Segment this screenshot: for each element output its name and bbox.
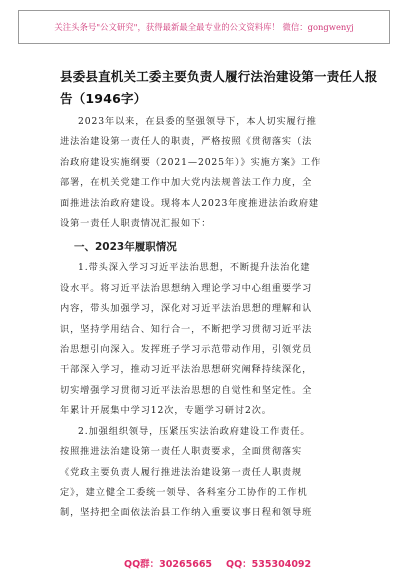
title-line-2: 告（1946字） [60,91,147,106]
paragraph-2 [60,422,356,524]
para2-line: 制，坚持把全面依法治县工作纳入重要议事日程和领导班 [60,507,313,519]
para1-line: 内容，带头加强学习，深化对习近平法治思想的理解和认 [60,303,313,315]
footer-contacts [0,556,408,572]
para1-line: 年累计开展集中学习12次，专题学习研讨2次。 [60,405,272,417]
para1-line: 1.带头深入学习习近平法治思想，不断提升法治化建 [78,262,311,274]
qq-number: QQ：535304092 [226,559,312,570]
title-line-1: 县委县直机关工委主要负责人履行法治建设第一责任人报 [60,69,378,84]
intro-line: 2023年以来，在县委的坚强领导下，本人切实履行推 [78,116,317,127]
para1-line: 治思想引向深入。发挥班子学习示范带动作用，引领党员 [60,344,313,356]
para1-line: 设水平。将习近平法治思想纳入理论学习中心组重要学习 [60,282,313,294]
intro-line: 设第一责任人职责情况汇报如下： [60,218,212,230]
banner-text: 关注头条号"公文研究"，获得最新最全最专业的公文资料库！ 微信：gongwenyj [54,22,354,32]
paragraph-1 [60,258,356,421]
para1-line: 切实增强学习贯彻习近平法治思想的自觉性和坚定性。全 [60,384,313,396]
intro-line: 面推进法治政府建设。现将本人2023年度推进法治政府建 [60,197,319,209]
para2-line: 2.加强组织领导，压紧压实法治政府建设工作责任。 [78,425,311,437]
para2-line: 按照推进法治建设第一责任人职责要求，全面贯彻落实 [60,446,303,458]
para2-line: 《党政主要负责人履行推进法治建设第一责任人职责规 [60,466,303,478]
para2-line: 定》，建立健全工委统一领导、各科室分工协作的工作机 [60,486,308,498]
intro-paragraph [60,112,356,234]
top-banner [18,10,390,44]
qq-group-number: QQ群：30265665 [124,559,213,570]
para1-line: 干部深入学习，推动习近平法治思想研究阐释持续深化， [60,364,313,376]
intro-line: 部署，在机关党建工作中加大党内法规普法工作力度，全 [60,177,313,189]
document-title [60,66,378,110]
section-heading: 一、2023年履职情况 [74,241,177,254]
intro-line: 进法治建设第一责任人的职责，严格按照《贯彻落实（法 [60,136,313,148]
para1-line: 识，坚持学用结合、知行合一，不断把学习贯彻习近平法 [60,323,313,335]
document-body [60,66,378,524]
intro-line: 治政府建设实施纲要（2021—2025年）》实施方案》工作 [60,156,322,168]
